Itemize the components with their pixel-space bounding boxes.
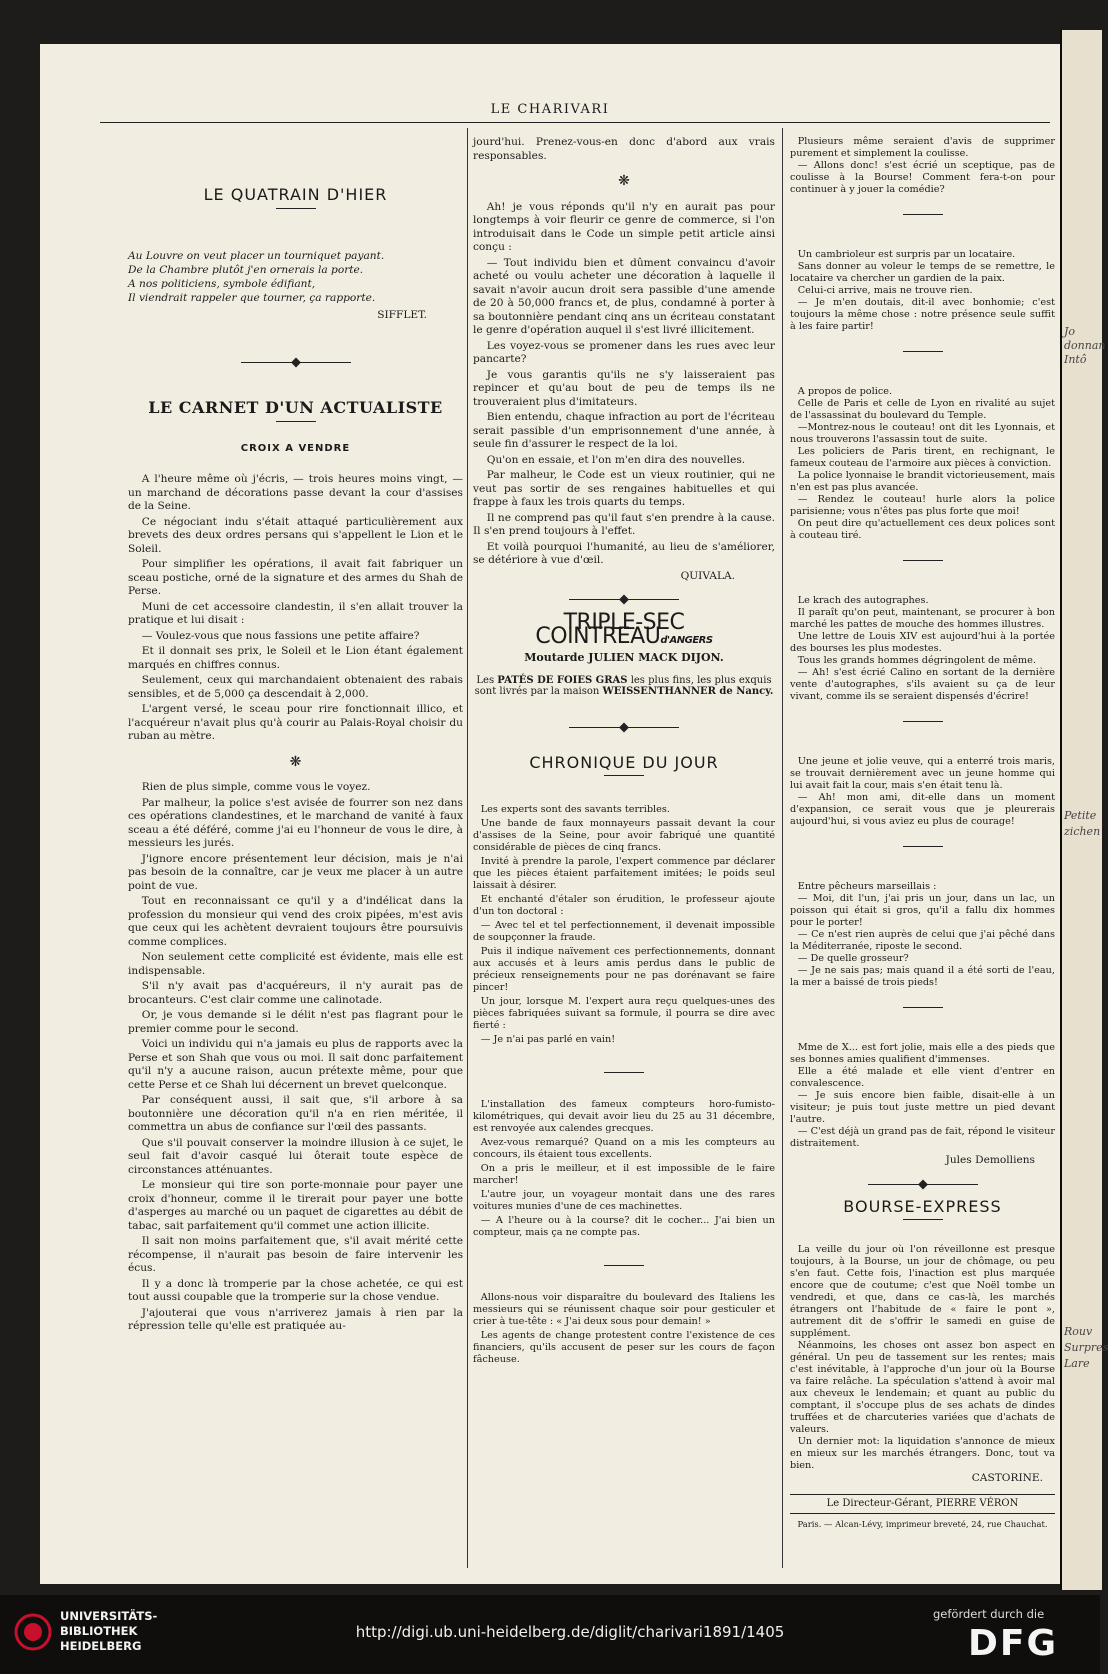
- paragraph: — Ce n'est rien auprès de celui que j'ai pêché dans la Méditerranée, riposte le second.: [790, 929, 1055, 952]
- ornament-rule: [569, 599, 679, 600]
- paragraph: Par malheur, le Code est un vieux routinier, qui ne veut pas sortir de ses rengaines habituelles et qui frappe à faux les trois quarts du temps.: [473, 469, 775, 508]
- header-rule: [100, 122, 1050, 123]
- paragraph: L'autre jour, un voyageur montait dans une des rares voitures munies d'une de ces machinettes.: [473, 1189, 775, 1212]
- carnet-signature: QUIVALA.: [680, 569, 735, 582]
- chronique-title: CHRONIQUE DU JOUR: [529, 752, 719, 772]
- paragraph: — C'est déjà un grand pas de fait, répond le visiteur distraitement.: [790, 1126, 1055, 1149]
- paragraph: Non seulement cette complicité est évidente, mais elle est indispensable.: [128, 951, 463, 977]
- paragraph: Celle de Paris et celle de Lyon en rivalité au sujet de l'assassinat du boulevard du Temple.: [790, 398, 1055, 421]
- newspaper-page: [40, 44, 1060, 1584]
- spine-fragment: donnan: [1064, 339, 1106, 352]
- asterism-ornament: ❋: [289, 753, 302, 770]
- paragraph: Une lettre de Louis XIV est aujourd'hui à la portée des bourses les plus modestes.: [790, 631, 1055, 654]
- bourse-text: [790, 1244, 1055, 1472]
- column-3: [790, 136, 1055, 1556]
- paragraph: La police lyonnaise le brandit victorieusement, mais n'en est pas plus avancée.: [790, 470, 1055, 493]
- paragraph: On a pris le meilleur, et il est impossible de le faire marcher!: [473, 1163, 775, 1186]
- adv-pates-text: Les: [476, 674, 495, 686]
- paragraph: Seulement, ceux qui marchandaient obtenaient des rabais sensibles, et de 5,000 ça descendait à 2,000.: [128, 674, 463, 700]
- paragraph: Rien de plus simple, comme vous le voyez.: [141, 781, 371, 793]
- university-line: HEIDELBERG: [60, 1639, 142, 1653]
- diamond-ornament: [619, 595, 629, 605]
- separator: [903, 560, 943, 561]
- paragraph: Bien entendu, chaque infraction au port de l'écriteau serait passible d'un emprisonnement d'une année, à seule fin d'assurer le respect de la loi.: [473, 411, 775, 450]
- advertisement-cointreau: [473, 610, 775, 649]
- viewer-footer: [0, 1595, 1100, 1674]
- carnet-part-2: [128, 781, 463, 1334]
- advertisement-pates: [473, 675, 775, 697]
- column-divider-2: [782, 128, 783, 1568]
- ornament-rule: [569, 727, 679, 728]
- paragraph: Un jour, lorsque M. l'expert aura reçu quelques-unes des pièces fabriquées suivant sa formule, il pourra se dire avec fierté :: [473, 996, 775, 1031]
- paragraph: A propos de police.: [797, 386, 893, 397]
- paragraph: Elle a été malade et elle vient d'entrer en convalescence.: [790, 1066, 1055, 1089]
- separator: [276, 208, 316, 209]
- carnet-part-1: [128, 473, 463, 744]
- adv-cointreau-name: TRIPLE-SEC COINTREAU: [535, 610, 685, 649]
- paragraph: Sans donner au voleur le temps de se remettre, le locataire va chercher un gardien de la paix.: [790, 261, 1055, 284]
- paragraph: Une bande de faux monnayeurs passait devant la cour d'assises de la Seine, pour avoir fabriqué une quantité considérable de pièces de cinq francs.: [473, 818, 775, 853]
- carnet-subtitle: CROIX A VENDRE: [240, 442, 351, 454]
- university-seal-icon: [14, 1613, 52, 1651]
- separator: [604, 1072, 644, 1073]
- anecdote-pecheurs: [790, 881, 1055, 989]
- adv-pates-house: WEISSENTHANNER de Nancy.: [602, 685, 774, 697]
- paragraph: Un dernier mot: la liquidation s'annonce de mieux en mieux sur les marchés étrangers. Donc, tout va bien.: [790, 1436, 1055, 1471]
- spine-fragment: Lare: [1064, 1357, 1090, 1370]
- anecdote-pieds: [790, 1042, 1055, 1150]
- spine-fragment: Surpres: [1064, 1341, 1108, 1354]
- university-line: BIBLIOTHEK: [60, 1624, 138, 1638]
- paragraph: Plusieurs même seraient d'avis de supprimer purement et simplement la coulisse.: [790, 136, 1055, 159]
- paragraph: A l'heure même où j'écris, — trois heures moins vingt, — un marchand de décorations passe devant la cour d'assises de la Seine.: [128, 473, 463, 512]
- paragraph: — Voulez-vous que nous fassions une petite affaire?: [141, 629, 420, 642]
- paragraph: Voici un individu qui n'a jamais eu plus de rapports avec la Perse et son Shah que vous ou moi. Il sait donc parfaitement qu'il n'y a aucune raison, aucun prétexte même, pour que cette Perse et ce Shah lui décernent un brevet quelconque.: [128, 1038, 463, 1091]
- paragraph: Tous les grands hommes dégringolent de même.: [797, 655, 1036, 666]
- paragraph: jourd'hui. Prenez-vous-en donc d'abord aux vrais responsables.: [473, 136, 775, 162]
- running-head: LE CHARIVARI: [490, 102, 610, 117]
- paragraph: — A l'heure ou à la course? dit le cocher... J'ai bien un compteur, mais ça ne compte pas.: [473, 1215, 775, 1238]
- spine-fragment: Rouv: [1064, 1325, 1093, 1338]
- anecdote-autographes: [790, 595, 1055, 703]
- adv-pates-product: PATÉS DE FOIES GRAS: [497, 674, 628, 686]
- paragraph: Avez-vous remarqué? Quand on a mis les compteurs au concours, ils étaient tous excellents.: [473, 1137, 775, 1160]
- university-name: [60, 1609, 157, 1654]
- spine-fragment: Intô: [1064, 353, 1087, 366]
- paragraph: — Ah! s'est écrié Calino en sortant de la dernière vente d'autographes, s'ils avaient su ça de leur vivant, comme ils se seraient dispensés d'écrire!: [790, 667, 1055, 702]
- paragraph: Mme de X... est fort jolie, mais elle a des pieds que ses bonnes amies qualifient d'immenses.: [790, 1042, 1055, 1065]
- spine-fragment: Jo: [1064, 325, 1076, 338]
- quatrain-title: LE QUATRAIN D'HIER: [203, 185, 388, 204]
- adv-cointreau-city: d'ANGERS: [660, 634, 713, 646]
- printer-imprint: Paris. — Alcan-Lévy, imprimeur breveté, 24, rue Chauchat.: [797, 1519, 1048, 1529]
- separator: [903, 351, 943, 352]
- paragraph: Or, je vous demande si le délit n'est pas flagrant pour le premier comme pour le second.: [128, 1009, 463, 1035]
- adv-pates-text: les plus fins, les plus exquis sont livrés par la maison: [474, 674, 772, 697]
- paragraph: Et voilà pourquoi l'humanité, au lieu de s'améliorer, se détériore à vue d'œil.: [473, 540, 775, 566]
- carnet-title: LE CARNET D'UN ACTUALISTE: [148, 398, 443, 417]
- quatrain-line: Au Louvre on veut placer un tourniquet payant.: [128, 249, 385, 262]
- separator: [604, 1265, 644, 1266]
- paragraph: La veille du jour où l'on réveillonne est presque toujours, à la Bourse, un jour de chômage, ou peu s'en faut. Cette fois, l'inaction est plus marquée encore que de coutume; c'est que Noël tombe un vendredi, et que, dans ce cas-là, les marchés étrangers ont l'habitude de « faire le pont », autrement dit de s'offrir le samedi en guise de supplément.: [790, 1244, 1055, 1339]
- anecdote-cambrioleur: [790, 249, 1055, 333]
- paragraph: Que s'il pouvait conserver la moindre illusion à ce sujet, le seul fait d'avoir casqué lui ôterait toute espèce de circonstances atténuantes.: [128, 1136, 463, 1176]
- ornament-rule: [868, 1184, 978, 1185]
- paragraph: Le krach des autographes.: [797, 595, 929, 606]
- quatrain: [128, 249, 463, 305]
- diamond-ornament: [619, 722, 629, 732]
- university-line: UNIVERSITÄTS-: [60, 1609, 158, 1623]
- paragraph: Qu'on en essaie, et l'on m'en dira des nouvelles.: [486, 453, 746, 466]
- diamond-ornament: [291, 358, 301, 368]
- separator: [903, 214, 943, 215]
- paragraph: —Montrez-nous le couteau! ont dit les Lyonnais, et nous trouverons l'assassin tout de suite.: [790, 422, 1055, 445]
- funding-note: gefördert durch die: [933, 1607, 1045, 1621]
- director-credit: Le Directeur-Gérant, PIERRE VÉRON: [790, 1494, 1055, 1514]
- column-2: [473, 136, 775, 1556]
- paragraph: J'ignore encore présentement leur décision, mais je n'ai pas besoin de la connaître, car je veux me placer à un autre point de vue.: [128, 852, 463, 892]
- paragraph: Et il donnait ses prix, le Soleil et le Lion étant également marqués en chiffres connus.: [128, 645, 463, 671]
- paragraph: Muni de cet accessoire clandestin, il s'en allait trouver la pratique et lui disait :: [128, 600, 463, 626]
- spine-fragment: zichen: [1064, 825, 1101, 838]
- adjacent-page-edge: [1060, 30, 1108, 1590]
- paragraph: Allons-nous voir disparaître du boulevard des Italiens les messieurs qui se réunissent chaque soir pour gesticuler et crier à tue-tête : « J'ai deux sous pour demain! »: [473, 1292, 775, 1327]
- paragraph: — De quelle grosseur?: [797, 953, 909, 964]
- paragraph: S'il n'y avait pas d'acquéreurs, il n'y aurait pas de brocanteurs. C'est clair comme une calinotade.: [128, 980, 463, 1006]
- paragraph: Les policiers de Paris tirent, en rechignant, le fameux couteau de l'armoire aux pièces à conviction.: [790, 446, 1055, 469]
- paragraph: Les voyez-vous se promener dans les rues avec leur pancarte?: [473, 339, 775, 365]
- paragraph: — Moi, dit l'un, j'ai pris un jour, dans un lac, un poisson qui était si gros, qu'il a fallu dix hommes pour le porter!: [790, 893, 1055, 928]
- paragraph: Invité à prendre la parole, l'expert commence par déclarer que les pièces étaient parfaitement imitées; le poids seul laissait à désirer.: [473, 856, 775, 891]
- anecdote-police: [790, 386, 1055, 542]
- paragraph: Néanmoins, les choses ont assez bon aspect en général. Un peu de tassement sur les rentes; mais c'est inévitable, à l'approche d'un jour où la Bourse va faire relâche. La spéculation s'attend à avoir mal aux cheveux le lendemain; et quant au public du comptant, il s'occupe plus de ses achats de dindes truffées et de charcuteries variées que d'achats de valeurs.: [790, 1340, 1055, 1435]
- paragraph: Le monsieur qui tire son porte-monnaie pour payer une croix d'honneur, comme il le tirerait pour payer une botte d'asperges au marché ou un paquet de cigarettes au débit de tabac, sait parfaitement qu'il commet une action illicite.: [128, 1179, 463, 1232]
- paragraph: Par conséquent aussi, il sait que, s'il arbore à sa boutonnière une décoration qu'il n'a en rien méritée, il commettra un abus de confiance sur l'œil des passants.: [128, 1094, 463, 1133]
- document-url[interactable]: http://digi.ub.uni-heidelberg.de/diglit/charivari1891/1405: [355, 1623, 785, 1641]
- paragraph: — Tout individu bien et dûment convaincu d'avoir acheté ou voulu acheter une décoration à laquelle il savait n'avoir aucun droit sera passible d'une amende de 20 à 50,000 francs et, de plus, condamné à porter à sa boutonnière pendant cinq ans un écriteau constatant le genre d'opération auquel il s'est livré illicitement.: [473, 256, 775, 336]
- paragraph: — Je ne sais pas; mais quand il a été sorti de l'eau, la mer a baissé de trois pieds!: [790, 965, 1055, 988]
- paragraph: Une jeune et jolie veuve, qui a enterré trois maris, se trouvait dernièrement avec un jeune homme qui lui avait fait la cour, mais s'en était tenu là.: [790, 756, 1055, 791]
- separator: [903, 846, 943, 847]
- paragraph: — Ah! mon ami, dit-elle dans un moment d'expansion, ce serait vous que je pleurerais aujourd'hui, si vous aviez eu plus de courage!: [790, 792, 1055, 827]
- chronique-block-2: [473, 1099, 775, 1239]
- paragraph: Les experts sont des savants terribles.: [480, 804, 670, 815]
- quatrain-signature: SIFFLET.: [377, 308, 427, 321]
- bourse-title: BOURSE-EXPRESS: [843, 1197, 1002, 1216]
- paragraph: Par malheur, la police s'est avisée de fourrer son nez dans ces opérations clandestines, et le marchand de vanité à faux sceau a été déféré, comme j'ai eu l'honneur de vous le dire, à messieurs les jurés.: [128, 796, 463, 849]
- paragraph: Tout en reconnaissant ce qu'il y a d'indélicat dans la profession du monsieur qui vend des croix pipées, m'est avis que ceux qui les achètent devraient toujours être poursuivis comme complices.: [128, 895, 463, 948]
- ornament-rule: [241, 362, 351, 363]
- column-divider-1: [467, 128, 468, 1568]
- paragraph: Les agents de change protestent contre l'existence de ces financiers, qu'ils accusent de peser sur les cours de façon fâcheuse.: [473, 1330, 775, 1365]
- paragraph: — Allons donc! s'est écrié un sceptique, pas de coulisse à la Bourse! Comment fera-t-on pour continuer à y jouer la comédie?: [790, 160, 1055, 195]
- paragraph: Entre pêcheurs marseillais :: [797, 881, 937, 892]
- bourse-signature: CASTORINE.: [971, 1472, 1043, 1484]
- paragraph: — Rendez le couteau! hurle alors la police parisienne; vous n'êtes pas plus forte que moi!: [790, 494, 1055, 517]
- paragraph: L'argent versé, le sceau pour rire fonctionnait illico, et l'acquéreur n'avait plus qu'à courir au Palais-Royal choisir du ruban au mètre.: [128, 703, 463, 742]
- separator: [903, 1007, 943, 1008]
- column-1: [128, 136, 463, 1556]
- quatrain-line: Il viendrait rappeler que tourner, ça rapporte.: [128, 291, 376, 304]
- separator: [903, 721, 943, 722]
- paragraph: — Je suis encore bien faible, disait-elle à un visiteur; je puis tout juste mettre un pied devant l'autre.: [790, 1090, 1055, 1125]
- advertisement-moutarde: Moutarde JULIEN MACK DIJON.: [524, 651, 724, 664]
- paragraph: Celui-ci arrive, mais ne trouve rien.: [797, 285, 973, 296]
- spine-fragment: Petite: [1064, 809, 1097, 822]
- paragraph: Il ne comprend pas qu'il faut s'en prendre à la cause. Il s'en prend toujours à l'effet.: [473, 511, 775, 537]
- paragraph: L'installation des fameux compteurs horo-fumisto-kilométriques, qui devait avoir lieu du 25 au 31 décembre, est renvoyée aux calendes grecques.: [473, 1099, 775, 1134]
- paragraph: Je vous garantis qu'ils ne s'y laisseraient pas repincer et qu'au bout de peu de temps ils ne trouveraient plus d'imitateurs.: [473, 368, 775, 408]
- chronique-block-3: [473, 1292, 775, 1366]
- quatrain-line: A nos politiciens, symbole édifiant,: [128, 277, 316, 290]
- anecdote-veuve: [790, 756, 1055, 828]
- paragraph: Il paraît qu'on peut, maintenant, se procurer à bon marché les pattes de mouche des hommes illustres.: [790, 607, 1055, 630]
- paragraph: — Avec tel et tel perfectionnement, il devenait impossible de soupçonner la fraude.: [473, 920, 775, 943]
- paragraph: Ce négociant indu s'était attaqué particulièrement aux brevets des deux ordres persans qui s'appellent le Lion et le Soleil.: [128, 515, 463, 555]
- separator: [276, 421, 316, 422]
- paragraph: Puis il indique naïvement ces perfectionnements, donnant aux accusés et à leurs amis perdus dans le public de précieux renseignements pour ne pas dorénavant se faire pincer!: [473, 946, 775, 993]
- paragraph: Et enchanté d'étaler son érudition, le professeur ajoute d'un ton doctoral :: [473, 894, 775, 917]
- separator: [604, 775, 644, 776]
- echos-signature: Jules Demolliens: [945, 1154, 1035, 1166]
- dfg-logo: DFG: [968, 1623, 1059, 1664]
- separator: [903, 1219, 943, 1220]
- paragraph: J'ajouterai que vous n'arriverez jamais à rien par la répression telle qu'elle est pratiquée au-: [128, 1306, 463, 1332]
- quatrain-line: De la Chambre plutôt j'en ornerais la porte.: [128, 263, 364, 276]
- paragraph: — Je m'en doutais, dit-il avec bonhomie; c'est toujours la même chose : notre présence seule suffit à les faire partir!: [790, 297, 1055, 332]
- paragraph: Ah! je vous réponds qu'il n'y en aurait pas pour longtemps à voir fleurir ce genre de commerce, si l'on introduisait dans le Code un simple petit article ainsi conçu :: [473, 200, 775, 253]
- paragraph: Un cambrioleur est surpris par un locataire.: [797, 249, 1016, 260]
- asterism-ornament: ❋: [618, 173, 630, 189]
- paragraph: Il sait non moins parfaitement que, s'il avait mérité cette récompense, il n'aurait pas besoin de faire intervenir les écus.: [128, 1235, 463, 1274]
- paragraph: — Je n'ai pas parlé en vain!: [480, 1034, 616, 1045]
- diamond-ornament: [918, 1180, 928, 1190]
- anecdote-coulisse: [790, 136, 1055, 196]
- paragraph: Il y a donc là tromperie par la chose achetée, ce qui est tout aussi coupable que la tromperie sur la chose vendue.: [128, 1277, 463, 1303]
- paragraph: On peut dire qu'actuellement ces deux polices sont à couteau tiré.: [790, 518, 1055, 541]
- paragraph: Pour simplifier les opérations, il avait fait fabriquer un sceau postiche, orné de la signature et des armes du Shah de Perse.: [128, 558, 463, 597]
- chronique-block-1: [473, 804, 775, 1046]
